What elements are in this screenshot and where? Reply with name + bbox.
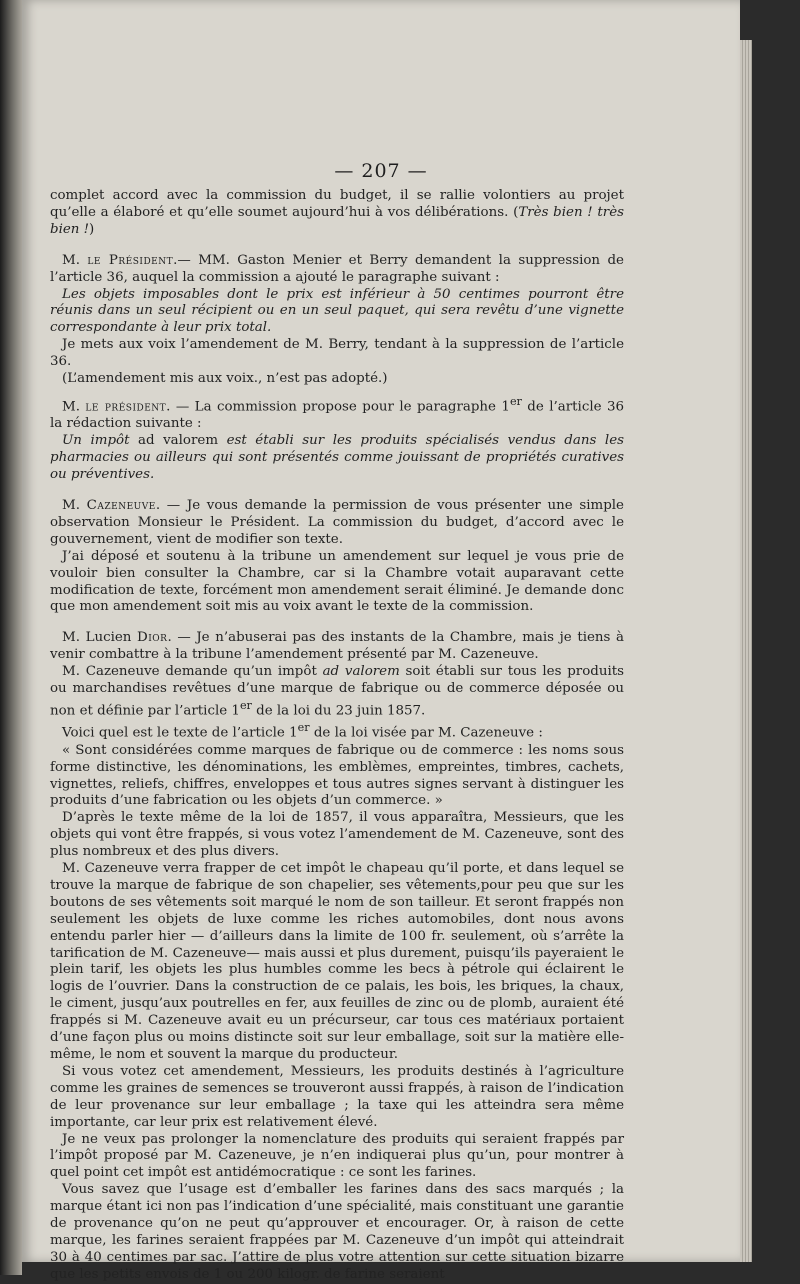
paragraph: Un impôt ad valorem est établi sur les produits spécialisés vendus dans les pharmacies ou ailleurs qui sont présentés comme jouissant de propriétés curatives ou préventives. bbox=[50, 433, 624, 483]
paragraph: complet accord avec la commission du budget, il se rallie volontiers au projet qu’elle a élaboré et qu’elle soumet aujourd’hui à vos délibérations. (Très bien ! très bien !) bbox=[50, 188, 624, 237]
page-number: — 207 — bbox=[334, 160, 428, 182]
paragraph: Je ne veux pas prolonger la nomenclature des produits qui seraient frappés par l’impôt proposé par M. Cazeneuve, je n’en indiquerai plus qu’un, pour montrer à quel point cet impôt est antidémocratique : ce sont les farines. bbox=[50, 1131, 624, 1181]
paragraph: M. le Président.— MM. Gaston Menier et Berry demandent la suppression de l’article 36, auquel la commission a ajouté le paragraphe suivant : bbox=[50, 252, 624, 285]
paragraph: M. Cazeneuve demande qu’un impôt ad valorem soit établi sur tous les produits ou marchandises revêtues d’une marque de fabrique ou de commerce déposée ou non et définie par l’article 1er de la loi du 23 juin 1857. bbox=[50, 664, 624, 719]
paragraph: M. Cazeneuve verra frapper de cet impôt le chapeau qu’il porte, et dans lequel se trouve la marque de fabrique de son chapelier, ses vêtements,pour peu que sur les boutons de ses vêtements soit marqué le nom de son tailleur. Et seront frappés non seulement les objets de luxe comme les riches automobiles, dont nous avons entendu parler hier — d’ailleurs dans la limite de 100 fr. seulement, où s’arrête la tarification de M. Cazeneuve— mais aussi et plus durement, puisqu’ils payeraient le plein tarif, les objets les plus humbles comme les becs à pétrole qui éclairent le logis de l’ouvrier. Dans la construction de ce palais, les bois, les briques, la chaux, le ciment, jusqu’aux poutrelles en fer, aux feuilles de zinc ou de plomb, auraient été frappés si M. Cazeneuve avait eu un précurseur, car tous ces matériaux portaient d’une façon plus ou moins distincte soit sur leur emballage, soit sur la matière elle-même, le nom et souvent la marque du producteur. bbox=[50, 861, 624, 1062]
paragraph: (L’amendement mis aux voix., n’est pas adopté.) bbox=[62, 371, 388, 387]
paragraph: M. Cazeneuve. — Je vous demande la permission de vous présenter une simple observation Monsieur le Président. La commission du budget, d’accord avec le gouvernement, vient de modifier son texte. bbox=[50, 497, 624, 547]
paragraph: Je mets aux voix l’amendement de M. Berry, tendant à la suppression de l’article 36. bbox=[50, 337, 624, 370]
paragraph: J’ai déposé et soutenu à la tribune un amendement sur lequel je vous prie de vouloir bien consulter la Chambre, car si la Chambre votait auparavant cette modification de texte, forcément mon amendement serait éliminé. Je demande donc que mon amendement soit mis au voix avant le texte de la commission. bbox=[50, 548, 624, 615]
page-stack-edge bbox=[740, 40, 752, 1262]
paragraph: Voici quel est le texte de l’article 1er de la loi visée par M. Cazeneuve : bbox=[62, 721, 543, 741]
paragraph: M. Lucien Dior. — Je n’abuserai pas des instants de la Chambre, mais je tiens à venir combattre à la tribune l’amendement présenté par M. Cazeneuve. bbox=[50, 630, 624, 663]
paragraph: Si vous votez cet amendement, Messieurs, les produits destinés à l’agriculture comme les graines de semences se trouveront aussi frappés, à raison de l’indication de leur provenance sur leur emballage ; la taxe qui les atteindra sera même importante, car leur prix est relativement élevé. bbox=[50, 1063, 624, 1130]
paragraph: M. le président. — La commission propose pour le paragraphe 1er de l’article 36 la rédaction suivante : bbox=[50, 394, 624, 432]
page-body-text bbox=[50, 188, 624, 1284]
paragraph: « Sont considérées comme marques de fabrique ou de commerce : les noms sous forme distinctive, les dénominations, les emblèmes, empreintes, timbres, cachets, vignettes, reliefs, chiffres, enveloppes et tous autres signes servant à distinguer les produits d’une fabrication ou les objets d’un commerce. » bbox=[50, 742, 624, 809]
book-binding-edge bbox=[0, 0, 22, 1275]
paragraph: Les objets imposables dont le prix est inférieur à 50 centimes pourront être réunis dans un seul récipient ou en un seul paquet, qui sera revêtu d’une vignette correspondante à leur prix total. bbox=[50, 286, 624, 336]
paragraph: Vous savez que l’usage est d’emballer les farines dans des sacs marqués ; la marque étant ici non pas l’indication d’une spécialité, mais constituant une garantie de provenance qu’on ne peut qu’approuver et encourager. Or, à raison de cette marque, les farines seraient frappées par M. Cazeneuve d’un impôt qui atteindrait 30 à 40 centimes par sac. J’attire de plus votre attention sur cette situation bizarre que les petits envois de 1 ou 200 kilogr. de farine seraient bbox=[50, 1182, 624, 1282]
document-page bbox=[22, 0, 740, 1282]
paragraph: D’après le texte même de la loi de 1857, il vous apparaîtra, Messieurs, que les objets qui vont être frappés, si vous votez l’amendement de M. Cazeneuve, sont des plus nombreux et des plus divers. bbox=[50, 810, 624, 860]
